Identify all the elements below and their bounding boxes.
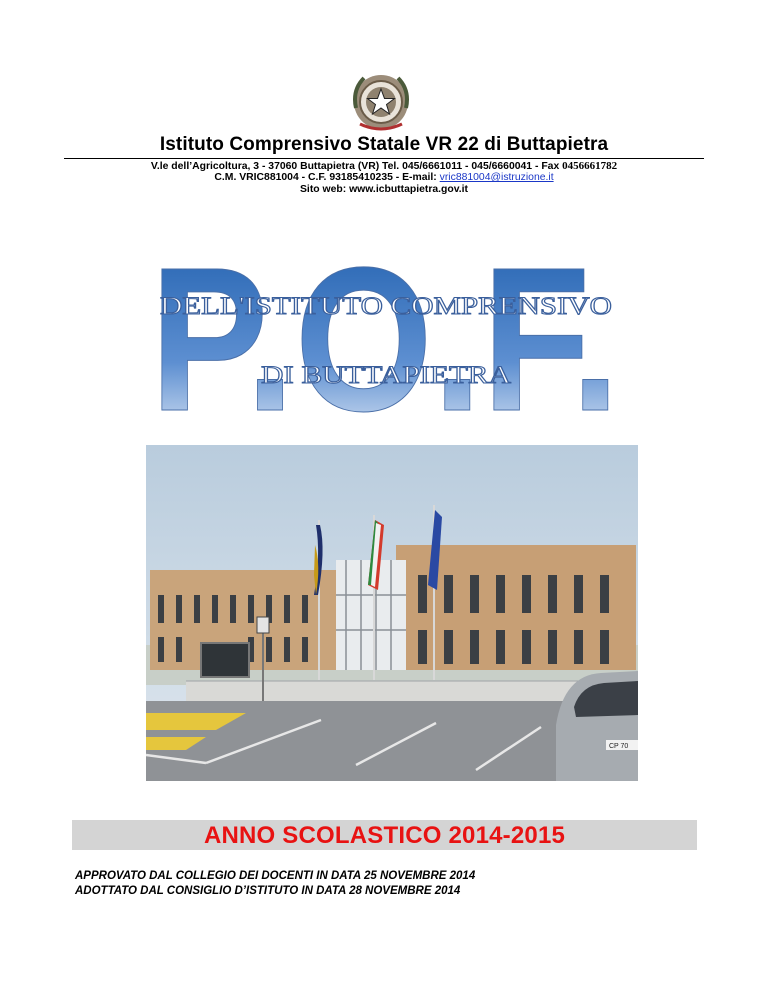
address-text: V.le dell’Agricoltura, 3 - 37060 Buttapietra (VR) Tel. 045/6661011 - 045/6660041 - Fax — [150, 161, 563, 172]
school-name: Istituto Comprensivo Statale VR 22 di Buttapietra — [159, 134, 609, 155]
pof-big-letters-outline: P.O.F. — [150, 246, 620, 422]
pof-subtitle-line1: DELL'ISTITUTO COMPRENSIVO — [160, 291, 612, 320]
adoption-consiglio: ADOTTATO DAL CONSIGLIO D’ISTITUTO IN DATA 28 NOVEMBRE 2014 — [75, 885, 461, 897]
website-line: Sito web: www.icbuttapietra.gov.it — [300, 184, 468, 195]
italian-republic-emblem-icon — [346, 68, 416, 134]
email-link[interactable]: vric881004@istruzione.it — [439, 172, 554, 183]
codes-text: C.M. VRIC881004 - C.F. 93185410235 - E-mail: — [214, 172, 440, 183]
car-plate: CP 70 — [609, 743, 629, 750]
school-year-label: ANNO SCOLASTICO 2014-2015 — [203, 822, 566, 849]
school-year-band — [72, 820, 697, 850]
school-building-photo-icon — [146, 445, 638, 781]
codes-line — [0, 172, 768, 184]
header-divider — [64, 158, 704, 159]
approval-collegio: APPROVATO DAL COLLEGIO DEI DOCENTI IN DATA 25 NOVEMBRE 2014 — [75, 870, 476, 882]
fax-number: 0456661782 — [562, 160, 618, 172]
pof-big-letters: P.O.F. — [150, 246, 620, 422]
pof-title-art — [140, 246, 628, 422]
pof-subtitle-line2: DI BUTTAPIETRA — [261, 360, 512, 389]
